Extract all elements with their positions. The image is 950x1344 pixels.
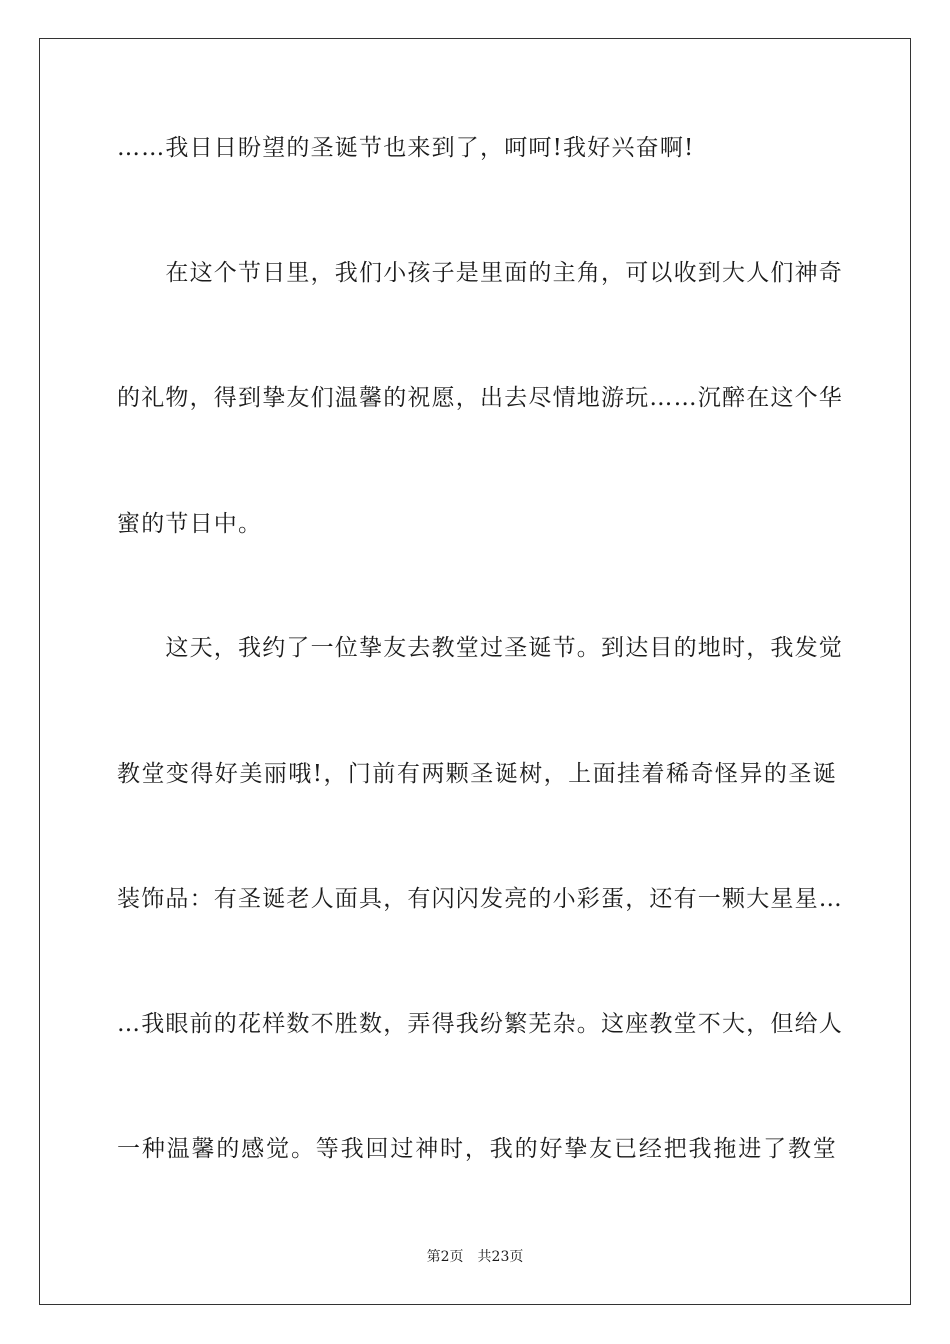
page-border — [39, 38, 911, 1305]
text-line: 装饰品：有圣诞老人面具，有闪闪发亮的小彩蛋，还有一颗大星星… — [117, 886, 843, 912]
page-footer — [0, 1247, 950, 1267]
page-total: 共23页 — [477, 1249, 524, 1265]
text-line: 这天，我约了一位挚友去教堂过圣诞节。到达目的地时，我发觉 — [117, 635, 843, 661]
text-line: 教堂变得好美丽哦!，门前有两颗圣诞树，上面挂着稀奇怪异的圣诞 — [117, 761, 837, 787]
text-line: 的礼物，得到挚友们温馨的祝愿，出去尽情地游玩……沉醉在这个华 — [117, 385, 843, 411]
text-line: ……我日日盼望的圣诞节也来到了，呵呵!我好兴奋啊! — [117, 135, 695, 161]
page-number: 第2页 — [426, 1249, 464, 1265]
text-line: 在这个节日里，我们小孩子是里面的主角，可以收到大人们神奇 — [117, 260, 843, 286]
text-line: 一种温馨的感觉。等我回过神时，我的好挚友已经把我拖进了教堂 — [117, 1136, 837, 1162]
text-line: …我眼前的花样数不胜数，弄得我纷繁芜杂。这座教堂不大，但给人 — [117, 1011, 843, 1037]
text-line: 蜜的节日中。 — [117, 511, 263, 537]
